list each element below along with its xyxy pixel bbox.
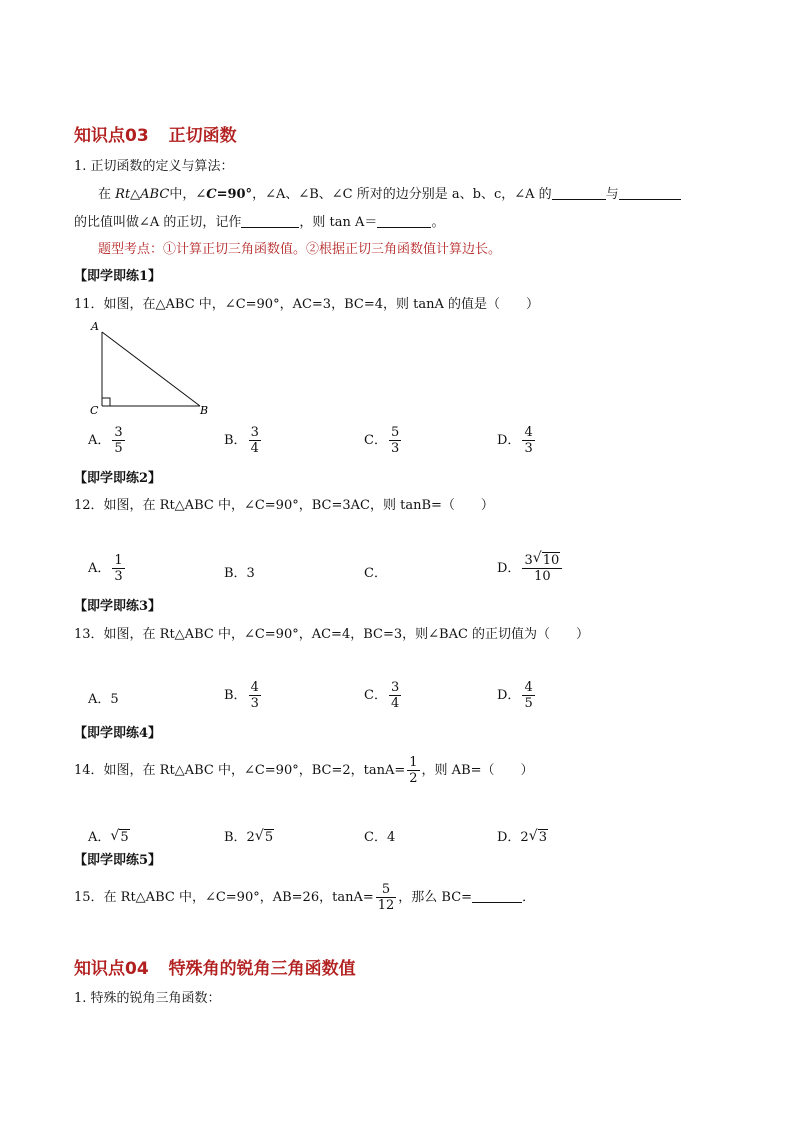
radicand: 3 bbox=[538, 830, 547, 845]
definition-item-title: 1. 正切函数的定义与算法： bbox=[74, 159, 234, 174]
text: ，则 AB=（ ） bbox=[421, 763, 534, 778]
sqrt bbox=[529, 830, 548, 845]
fraction bbox=[522, 425, 534, 456]
option-letter: D． bbox=[497, 688, 521, 703]
coefficient: 3 bbox=[524, 553, 533, 568]
option-b[interactable]: B．3 bbox=[224, 566, 255, 581]
numerator: 3 bbox=[114, 425, 123, 440]
option-c[interactable]: C．4 bbox=[364, 830, 396, 845]
fraction bbox=[522, 680, 534, 711]
numerator: 3 bbox=[390, 680, 400, 695]
section-heading-kp03 bbox=[74, 121, 237, 146]
text: ，那么 BC= bbox=[398, 890, 473, 905]
radical-sign: √ bbox=[532, 550, 542, 566]
practice-label-4: 【即学即练4】 bbox=[74, 726, 162, 741]
text: 15．在 Rt△ABC 中，∠C=90°，AB=26，tanA= bbox=[74, 890, 374, 905]
answer-blank[interactable] bbox=[552, 186, 606, 200]
denominator: 12 bbox=[377, 898, 395, 913]
radical-sign: √ bbox=[110, 828, 120, 844]
sqrt bbox=[110, 830, 129, 845]
question-12: 12．如图，在 Rt△ABC 中，∠C=90°，BC=3AC，则 tanB=（ ） bbox=[74, 498, 494, 513]
text: 。 bbox=[431, 215, 445, 230]
denominator: 5 bbox=[114, 441, 123, 456]
text: 在 bbox=[98, 187, 112, 202]
denominator: 3 bbox=[114, 569, 123, 584]
option-b[interactable] bbox=[224, 680, 263, 711]
exam-tip: 题型考点：①计算正切三角函数值。②根据正切三角函数值计算边长。 bbox=[98, 242, 502, 257]
text: 中，∠ bbox=[169, 187, 207, 202]
fraction bbox=[376, 882, 397, 913]
denominator: 5 bbox=[524, 696, 533, 711]
fraction bbox=[389, 425, 401, 456]
question-14 bbox=[74, 755, 534, 786]
fraction bbox=[249, 680, 261, 711]
vertex-label-a: A bbox=[91, 320, 99, 333]
right-angle-mark bbox=[102, 398, 110, 406]
question-15 bbox=[74, 882, 535, 913]
practice-label-5: 【即学即练5】 bbox=[74, 853, 162, 868]
option-d[interactable] bbox=[497, 680, 537, 711]
option-b[interactable] bbox=[224, 826, 274, 845]
section-title: 特殊角的锐角三角函数值 bbox=[168, 959, 356, 979]
option-letter: D． bbox=[497, 433, 521, 448]
fraction bbox=[112, 553, 124, 584]
practice-label-2: 【即学即练2】 bbox=[74, 471, 162, 486]
section-label: 知识点03 bbox=[74, 126, 149, 146]
text: ，则 tan A＝ bbox=[299, 215, 378, 230]
fraction bbox=[249, 425, 261, 456]
radicand: 5 bbox=[264, 830, 274, 845]
numerator: 4 bbox=[524, 680, 533, 695]
text: Rt bbox=[115, 187, 131, 202]
option-d[interactable] bbox=[497, 550, 564, 584]
vertex-label-b: B bbox=[200, 404, 209, 417]
fraction bbox=[522, 550, 562, 584]
radicand: 5 bbox=[120, 830, 129, 845]
text: ． bbox=[522, 890, 536, 905]
question-13: 13．如图，在 Rt△ABC 中，∠C=90°，AC=4，BC=3，则∠BAC 的正切值为（ ） bbox=[74, 627, 590, 642]
text: ，∠A、∠B、∠C 所对的边分别是 a、b、c，∠A 的 bbox=[252, 187, 552, 202]
radical-sign: √ bbox=[254, 828, 264, 844]
denominator: 10 bbox=[534, 569, 551, 584]
option-a[interactable] bbox=[88, 425, 127, 456]
option-letter: C． bbox=[364, 433, 387, 448]
denominator: 2 bbox=[409, 771, 418, 786]
definition-line-2 bbox=[74, 214, 444, 232]
text: 的比值叫做∠A 的正切，记作 bbox=[74, 215, 242, 230]
answer-blank[interactable] bbox=[472, 889, 522, 903]
denominator: 3 bbox=[250, 696, 259, 711]
option-letter: D． bbox=[497, 561, 521, 576]
option-letter: D．2 bbox=[497, 830, 529, 845]
section-heading-kp04 bbox=[74, 954, 356, 979]
option-a[interactable]: A．5 bbox=[88, 692, 119, 707]
section-label: 知识点04 bbox=[74, 959, 149, 979]
sqrt bbox=[255, 830, 274, 845]
option-c[interactable]: C． bbox=[364, 566, 387, 581]
option-letter: B．2 bbox=[224, 830, 255, 845]
text: 14．如图，在 Rt△ABC 中，∠C=90°，BC=2，tanA= bbox=[74, 763, 406, 778]
text: 与 bbox=[605, 187, 619, 202]
denominator: 4 bbox=[390, 696, 400, 711]
option-letter: C． bbox=[364, 688, 387, 703]
side-ab bbox=[102, 332, 200, 406]
special-angles-item-title: 1. 特殊的锐角三角函数： bbox=[74, 991, 221, 1006]
radical-sign: √ bbox=[528, 828, 538, 844]
numerator: 5 bbox=[390, 425, 400, 440]
numerator bbox=[522, 550, 562, 569]
option-d[interactable] bbox=[497, 826, 548, 845]
fraction bbox=[112, 425, 124, 456]
option-a[interactable] bbox=[88, 826, 130, 845]
option-c[interactable] bbox=[364, 680, 403, 711]
text: C bbox=[206, 187, 217, 202]
numerator: 1 bbox=[114, 553, 123, 568]
option-a[interactable] bbox=[88, 553, 127, 584]
option-b[interactable] bbox=[224, 425, 263, 456]
practice-label-3: 【即学即练3】 bbox=[74, 599, 162, 614]
numerator: 4 bbox=[524, 425, 533, 440]
numerator: 1 bbox=[409, 755, 418, 770]
fraction bbox=[389, 680, 401, 711]
answer-blank[interactable] bbox=[241, 214, 299, 228]
numerator: 3 bbox=[250, 425, 259, 440]
section-title: 正切函数 bbox=[168, 126, 237, 146]
text: =90° bbox=[216, 187, 253, 202]
denominator: 4 bbox=[250, 441, 259, 456]
definition-line-1 bbox=[98, 186, 681, 204]
denominator: 3 bbox=[390, 441, 400, 456]
option-d[interactable] bbox=[497, 425, 537, 456]
answer-blank[interactable] bbox=[377, 214, 431, 228]
numerator: 4 bbox=[250, 680, 259, 695]
option-letter: A． bbox=[88, 561, 111, 576]
option-c[interactable] bbox=[364, 425, 403, 456]
option-letter: A． bbox=[88, 830, 111, 845]
option-letter: B． bbox=[224, 433, 247, 448]
vertex-label-c: C bbox=[90, 404, 99, 417]
sqrt bbox=[532, 550, 561, 568]
numerator: 5 bbox=[376, 882, 397, 898]
denominator: 3 bbox=[524, 441, 533, 456]
option-letter: B． bbox=[224, 688, 247, 703]
text: △ABC bbox=[130, 187, 170, 202]
option-letter: A． bbox=[88, 433, 111, 448]
answer-blank[interactable] bbox=[619, 186, 681, 200]
triangle-figure bbox=[86, 318, 216, 418]
radicand: 10 bbox=[542, 553, 560, 568]
practice-label-1: 【即学即练1】 bbox=[74, 269, 162, 284]
question-11: 11．如图，在△ABC 中，∠C=90°，AC=3，BC=4，则 tanA 的值是（ ） bbox=[74, 297, 539, 312]
fraction bbox=[407, 755, 419, 786]
